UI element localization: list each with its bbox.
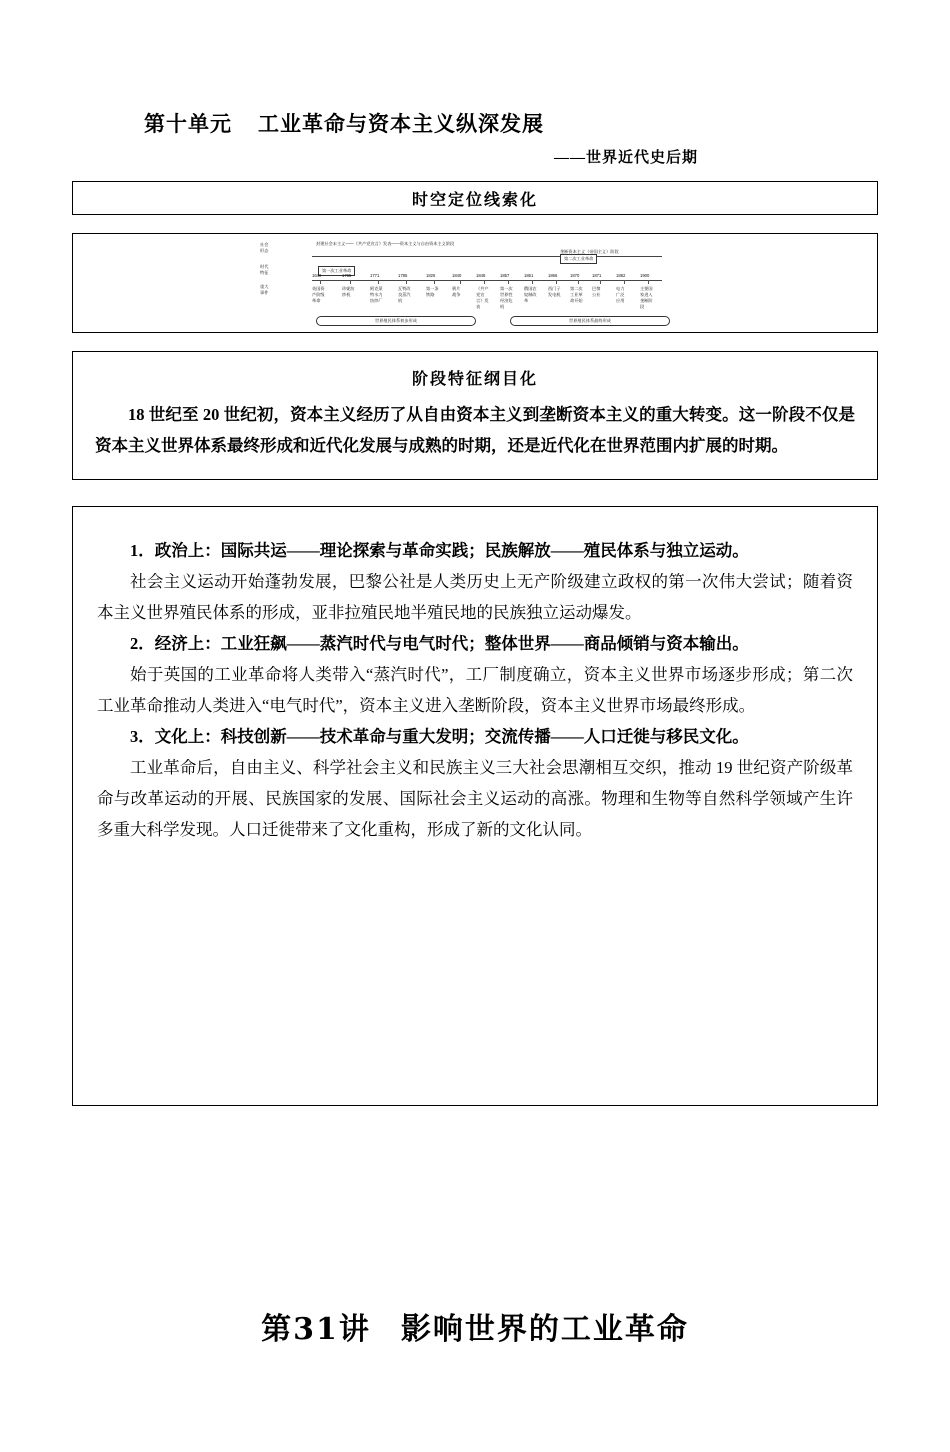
unit-title: 工业革命与资本主义纵深发展: [258, 111, 544, 136]
lesson-number: 第31讲: [261, 1312, 371, 1347]
figure-year: 1861: [524, 273, 534, 278]
figure-bottom-caption-left: 世界殖民体系初步形成: [316, 316, 476, 326]
lesson-title: 影响世界的工业革命: [400, 1312, 689, 1347]
figure-axis-main: [312, 280, 662, 281]
figure-tick: [556, 280, 557, 284]
unit-number: 第十单元: [144, 111, 232, 136]
figure-tick: [532, 280, 533, 284]
document-page: [0, 108, 950, 1452]
figure-year: 1871: [592, 273, 602, 278]
figure-top-text-right: 垄断资本主义（帝国主义）阶段: [560, 249, 619, 254]
figure-event: 第一次世界性经济危机: [500, 286, 513, 309]
figure-event: 第一条铁路: [426, 286, 439, 297]
figure-tick: [460, 280, 461, 284]
figure-year: 1900: [640, 273, 650, 278]
figure-tick: [508, 280, 509, 284]
content-body-1: 社会主义运动开始蓬勃发展，巴黎公社是人类历史上无产阶级建立政权的第一次伟大尝试；随着资本主义世界殖民体系的形成，亚非拉殖民地半殖民地的民族独立运动爆发。: [97, 572, 853, 622]
figure-tick: [484, 280, 485, 284]
figure-year: 1840: [452, 273, 462, 278]
figure-bottom-caption-right: 世界殖民体系最终形成: [510, 316, 670, 326]
timeline-figure: [260, 240, 690, 326]
figure-tick: [648, 280, 649, 284]
figure-tick: [600, 280, 601, 284]
content-heading-1: 1．政治上：国际共运——理论探索与革命实践；民族解放——殖民体系与独立运动。: [130, 541, 749, 560]
figure-year: 1771: [370, 273, 380, 278]
content-heading-2: 2．经济上：工业狂飙——蒸汽时代与电气时代；整体世界——商品倾销与资本输出。: [130, 634, 749, 653]
timeline-section-label: 时空定位线索化: [411, 191, 538, 209]
figure-event: 第二次工业革命开始: [570, 286, 583, 303]
figure-axis-top: [312, 256, 662, 257]
unit-subtitle: ——世界近代史后期: [553, 150, 698, 166]
timeline-figure-box: [72, 233, 878, 333]
stage-feature-paragraph: 18 世纪至 20 世纪初，资本主义经历了从自由资本主义到垄断资本主义的重大转变。这一阶段不仅是资本主义世界体系最终形成和近代化发展与成熟的时期，还是近代化在世界范围内扩展的时期。: [95, 405, 855, 455]
figure-row-label-society: 社会 形态: [260, 242, 269, 253]
figure-tick: [578, 280, 579, 284]
figure-event: 西门子发电机: [548, 286, 561, 297]
figure-year: 1866: [548, 273, 558, 278]
timeline-section-bar: [72, 181, 878, 215]
figure-event: 巴黎公社: [592, 286, 601, 297]
content-heading-3: 3．文化上：科技创新——技术革命与重大发明；交流传播——人口迁徙与移民文化。: [130, 727, 749, 746]
figure-event: 阿克莱特水力纺纱厂: [370, 286, 383, 303]
figure-event: 珍妮纺纱机: [342, 286, 355, 297]
figure-tick: [406, 280, 407, 284]
figure-stage-right: 第二次工业革命: [560, 254, 597, 264]
figure-tick: [350, 280, 351, 284]
figure-top-text-left: 封建社会末主义——《共产党宣言》发表——资本主义与自由资本主义阶段: [316, 241, 455, 246]
figure-event: 电力广泛应用: [616, 286, 625, 303]
figure-tick: [434, 280, 435, 284]
content-body-3: 工业革命后，自由主义、科学社会主义和民族主义三大社会思潮相互交织，推动 19 世纪资产阶级革命与改革运动的开展、民族国家的发展、国际社会主义运动的高涨。物理和生物等自然科学领域产生许多重大科学发现。人口迁徙带来了文化重构，形成了新的文化认同。: [97, 758, 854, 839]
figure-year: 1825: [426, 273, 436, 278]
figure-year: 1848: [476, 273, 486, 278]
figure-event: 鸦片战争: [452, 286, 461, 297]
figure-event: 《共产党宣言》发表: [476, 286, 489, 309]
figure-event: 俄国农奴制改革: [524, 286, 537, 303]
figure-year: 1640: [312, 273, 322, 278]
figure-tick: [320, 280, 321, 284]
content-body-2: 始于英国的工业革命将人类带入“蒸汽时代”，工厂制度确立，资本主义世界市场逐步形成；第二次工业革命推动人类进入“电气时代”，资本主义进入垄断阶段，资本主义世界市场最终形成。: [97, 665, 853, 715]
figure-year: 1785: [398, 273, 408, 278]
figure-year: 1765: [342, 273, 352, 278]
figure-year: 1857: [500, 273, 510, 278]
figure-year: 1870: [570, 273, 580, 278]
figure-year: 1882: [616, 273, 626, 278]
stage-feature-box: [72, 351, 878, 480]
unit-heading: [72, 108, 878, 138]
figure-row-label-events: 重大 事件: [260, 284, 269, 295]
figure-stage-left: 第一次工业革命: [318, 266, 355, 276]
figure-event: 英国资产阶级革命: [312, 286, 325, 303]
figure-tick: [624, 280, 625, 284]
figure-row-label-era: 时代 特征: [260, 264, 269, 275]
figure-event: 主要国家进入垄断阶段: [640, 286, 653, 309]
stage-feature-title: 阶段特征纲目化: [411, 371, 538, 388]
lesson-title-row: [0, 1304, 950, 1348]
figure-tick: [378, 280, 379, 284]
figure-event: 瓦特改良蒸汽机: [398, 286, 411, 303]
content-box: [72, 506, 878, 1106]
